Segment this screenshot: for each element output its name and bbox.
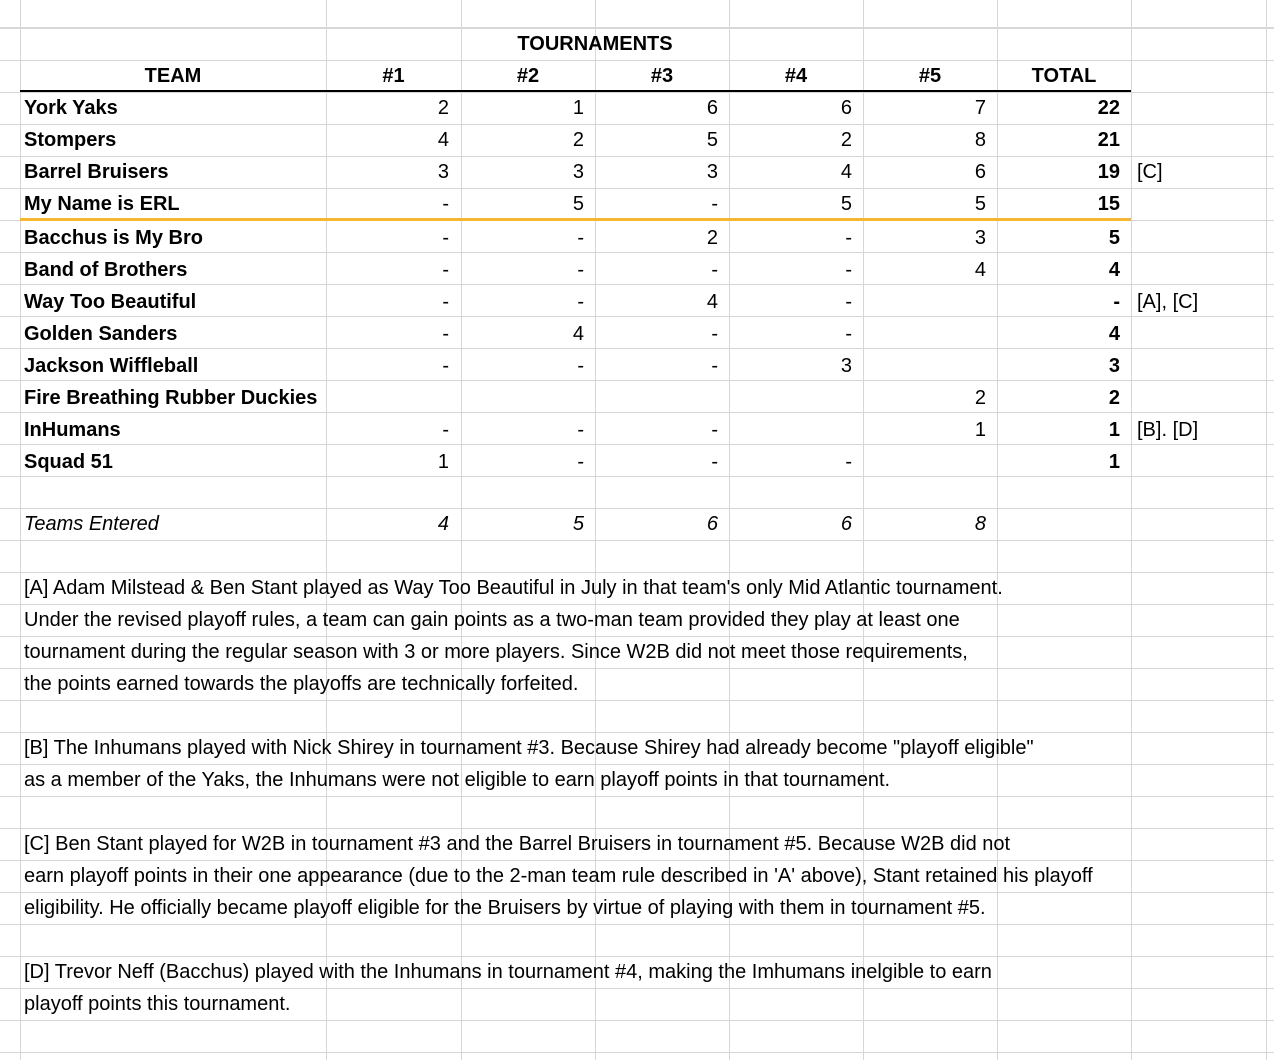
tournament-3-header: #3: [650, 65, 674, 87]
total-cell: 4: [1108, 323, 1120, 345]
score-cell: [863, 446, 986, 478]
score-cell: 3: [706, 161, 718, 183]
column-divider: [1131, 0, 1132, 1060]
score-cell: -: [442, 227, 449, 249]
score-cell: -: [577, 451, 584, 473]
tournament-5-header: #5: [918, 65, 942, 87]
score-cell: -: [577, 259, 584, 281]
score-cell: -: [711, 451, 718, 473]
score-cell: -: [711, 259, 718, 281]
score-cell: -: [711, 419, 718, 441]
score-cell: [461, 382, 584, 414]
score-cell: 5: [840, 193, 852, 215]
footnote-ref: [1137, 382, 1267, 414]
score-cell: -: [442, 355, 449, 377]
score-cell: -: [442, 193, 449, 215]
score-cell: -: [711, 193, 718, 215]
score-cell: 6: [840, 97, 852, 119]
footnote-line: earn playoff points in their one appearance (due to the 2-man team rule described in 'A' above), Stant retained his playoff: [24, 865, 1093, 887]
score-cell: 2: [706, 227, 718, 249]
footnote-line: eligibility. He officially became playoff eligible for the Bruisers by virtue of playing with them in tournament #5.: [24, 897, 986, 919]
score-cell: 7: [974, 97, 986, 119]
score-cell: -: [442, 291, 449, 313]
footnote-ref: [1137, 92, 1267, 124]
total-cell: 19: [1097, 161, 1120, 183]
total-cell: 15: [1097, 193, 1120, 215]
score-cell: 3: [974, 227, 986, 249]
team-name: Fire Breathing Rubber Duckies: [24, 387, 318, 409]
score-cell: 2: [572, 129, 584, 151]
score-cell: -: [577, 419, 584, 441]
total-column-header: TOTAL: [1031, 65, 1097, 87]
total-cell: 22: [1097, 97, 1120, 119]
score-cell: -: [577, 291, 584, 313]
total-cell: 1: [1108, 451, 1120, 473]
footnote-ref: [1137, 188, 1267, 220]
footnote-ref: [C]: [1137, 161, 1163, 183]
footnote-line: [C] Ben Stant played for W2B in tournament #3 and the Barrel Bruisers in tournament #5. Because W2B did not: [24, 833, 1011, 855]
playoff-cutoff-line: [20, 218, 1131, 221]
score-cell: -: [845, 323, 852, 345]
footnote-line: tournament during the regular season with 3 or more players. Since W2B did not meet those requirements,: [24, 641, 968, 663]
score-cell: 3: [572, 161, 584, 183]
total-cell: 2: [1108, 387, 1120, 409]
teams-entered-value: 6: [840, 513, 852, 535]
teams-entered-label: Teams Entered: [24, 513, 159, 535]
tournaments-header: TOURNAMENTS: [517, 33, 673, 55]
total-cell: 5: [1108, 227, 1120, 249]
score-cell: -: [845, 259, 852, 281]
team-name: Golden Sanders: [24, 323, 178, 345]
score-cell: 8: [974, 129, 986, 151]
total-cell: 21: [1097, 129, 1120, 151]
score-cell: [326, 382, 449, 414]
score-cell: -: [442, 259, 449, 281]
footnote-ref: [1137, 446, 1267, 478]
teams-entered-value: 5: [572, 513, 584, 535]
score-cell: [595, 382, 718, 414]
team-name: Barrel Bruisers: [24, 161, 169, 183]
score-cell: 2: [974, 387, 986, 409]
score-cell: -: [442, 323, 449, 345]
footnote-ref: [1137, 318, 1267, 350]
footnote-ref: [1137, 124, 1267, 156]
team-name: Jackson Wiffleball: [24, 355, 199, 377]
score-cell: [863, 350, 986, 382]
score-cell: 1: [974, 419, 986, 441]
footnote-line: the points earned towards the playoffs are technically forfeited.: [24, 673, 579, 695]
score-cell: [729, 414, 852, 446]
team-name: York Yaks: [24, 97, 118, 119]
score-cell: [863, 286, 986, 318]
footnote-ref: [A], [C]: [1137, 291, 1199, 313]
tournament-2-header: #2: [516, 65, 540, 87]
score-cell: 3: [840, 355, 852, 377]
score-cell: 3: [437, 161, 449, 183]
teams-entered-value: 4: [437, 513, 449, 535]
score-cell: 1: [437, 451, 449, 473]
team-name: My Name is ERL: [24, 193, 180, 215]
score-cell: -: [442, 419, 449, 441]
team-name: InHumans: [24, 419, 121, 441]
score-cell: 6: [974, 161, 986, 183]
footnote-ref: [B]. [D]: [1137, 419, 1199, 441]
footnote-line: [B] The Inhumans played with Nick Shirey in tournament #3. Because Shirey had already become "playoff eligible": [24, 737, 1034, 759]
score-cell: [863, 318, 986, 350]
score-cell: 2: [840, 129, 852, 151]
footnote-line: [D] Trevor Neff (Bacchus) played with the Inhumans in tournament #4, making the Imhumans inelgible to earn: [24, 961, 992, 983]
footnote-line: as a member of the Yaks, the Inhumans were not eligible to earn playoff points in that tournament.: [24, 769, 891, 791]
score-cell: 1: [572, 97, 584, 119]
score-cell: 6: [706, 97, 718, 119]
footnote-ref: [1137, 254, 1267, 286]
total-cell: -: [1113, 291, 1120, 313]
team-name: Stompers: [24, 129, 117, 151]
score-cell: 4: [572, 323, 584, 345]
footnote-line: Under the revised playoff rules, a team can gain points as a two-man team provided they play at least one: [24, 609, 960, 631]
score-cell: -: [845, 291, 852, 313]
tournament-4-header: #4: [784, 65, 808, 87]
score-cell: -: [845, 451, 852, 473]
team-column-header: TEAM: [144, 65, 202, 87]
score-cell: -: [577, 355, 584, 377]
footnote-ref: [1137, 222, 1267, 254]
score-cell: 5: [572, 193, 584, 215]
score-cell: -: [577, 227, 584, 249]
score-cell: -: [845, 227, 852, 249]
tournament-1-header: #1: [382, 65, 405, 87]
score-cell: 4: [974, 259, 986, 281]
score-cell: 4: [706, 291, 718, 313]
teams-entered-value: 8: [974, 513, 986, 535]
score-cell: -: [711, 355, 718, 377]
score-cell: 4: [437, 129, 449, 151]
score-cell: 5: [706, 129, 718, 151]
footnote-ref: [1137, 350, 1267, 382]
team-name: Band of Brothers: [24, 259, 188, 281]
total-cell: 3: [1108, 355, 1120, 377]
team-name: Way Too Beautiful: [24, 291, 197, 313]
footnote-line: playoff points this tournament.: [24, 993, 291, 1015]
footnote-line: [A] Adam Milstead & Ben Stant played as Way Too Beautiful in July in that team's only Mid Atlantic tournament.: [24, 577, 1003, 599]
team-name: Bacchus is My Bro: [24, 227, 203, 249]
total-cell: 1: [1108, 419, 1120, 441]
teams-entered-value: 6: [706, 513, 718, 535]
score-cell: 4: [840, 161, 852, 183]
score-cell: -: [711, 323, 718, 345]
score-cell: [729, 382, 852, 414]
score-cell: 2: [437, 97, 449, 119]
score-cell: 5: [974, 193, 986, 215]
column-divider: [20, 0, 21, 1060]
total-cell: 4: [1108, 259, 1120, 281]
team-name: Squad 51: [24, 451, 113, 473]
